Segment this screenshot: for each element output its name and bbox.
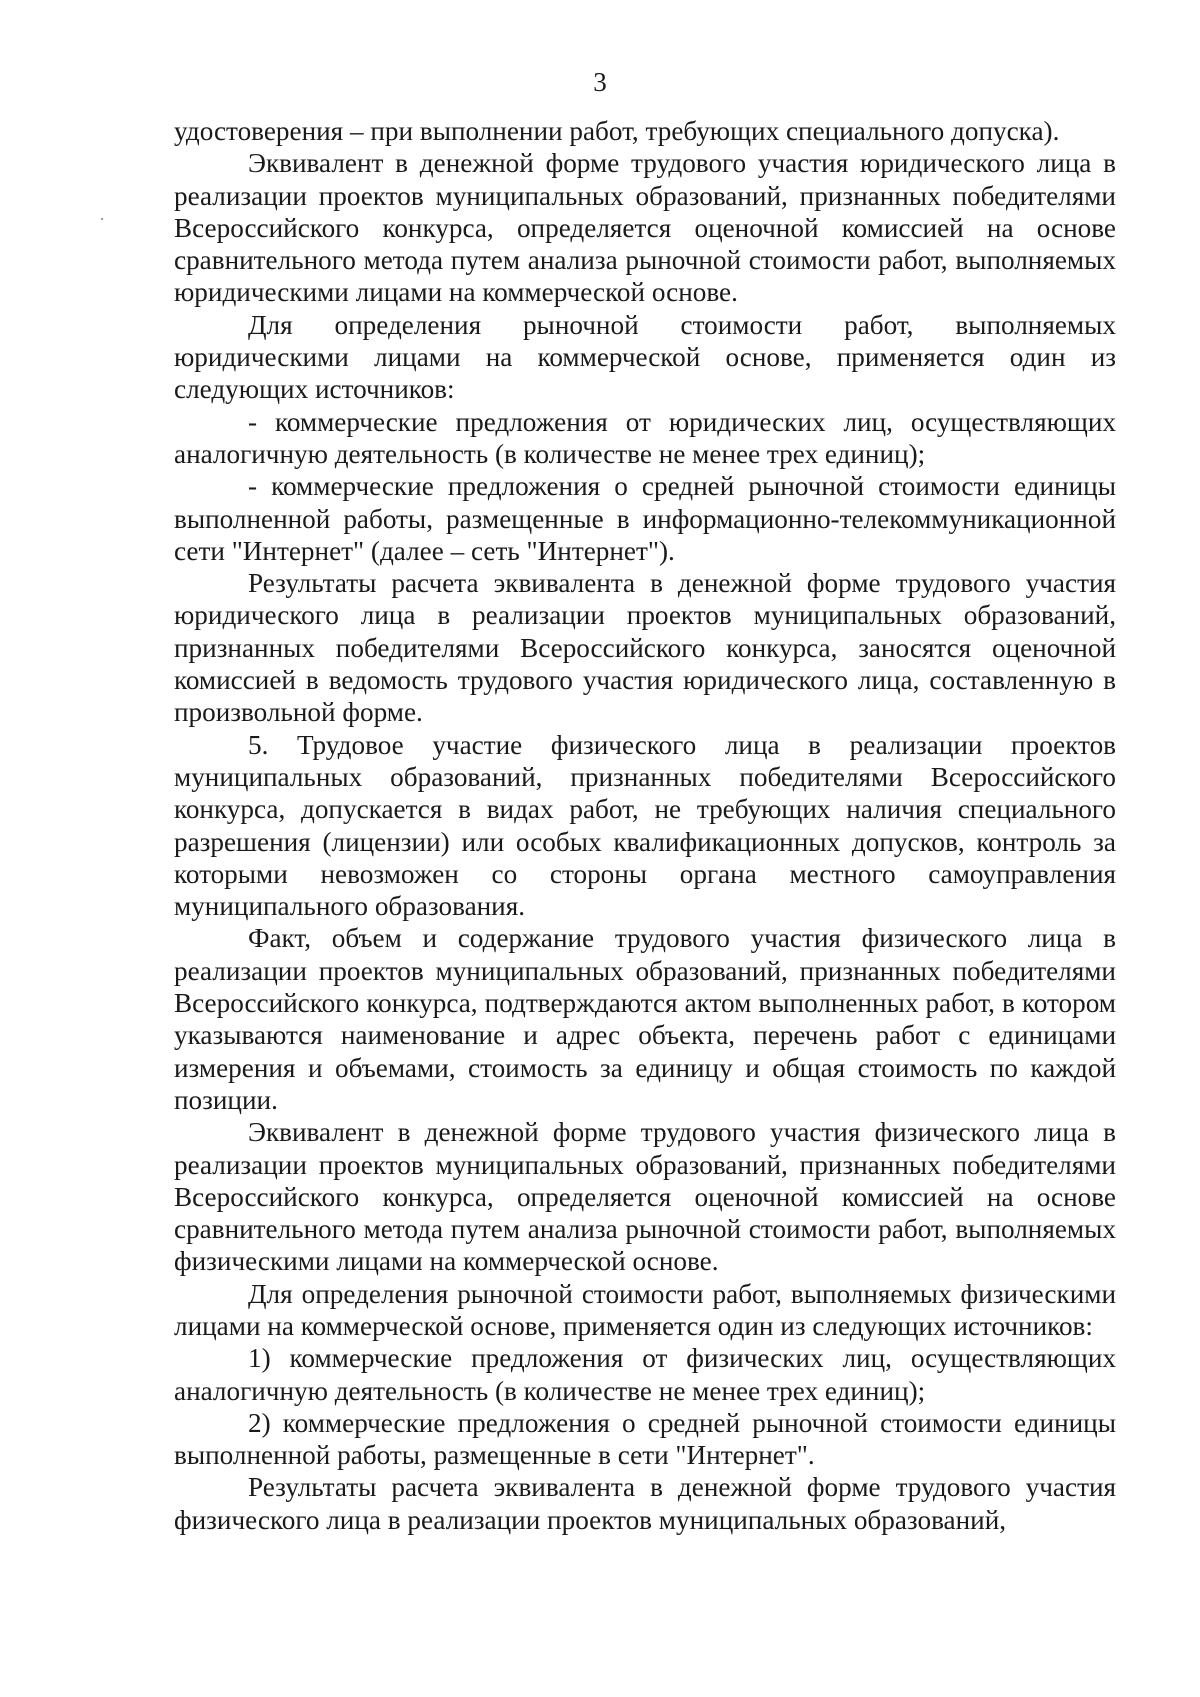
paragraph-individual-results: Результаты расчета эквивалента в денежной форме трудового участия физического лица в реализации проектов муниципальных образований, (174, 1472, 1116, 1535)
document-body (174, 115, 1116, 1536)
paragraph-individual-act: Факт, объем и содержание трудового участия физического лица в реализации проектов муниципальных образований, признанных победителями Всероссийского конкурса, подтверждаются актом выполненных работ, в котором указываются наименование и адрес объекта, перечень работ с единицами измерения и объемами, стоимость за единицу и общая стоимость по каждой позиции. (174, 923, 1116, 1115)
paragraph-continuation: удостоверения – при выполнении работ, требующих специального допуска). (174, 116, 1060, 146)
list-item-legal-entity-internet-offers: - коммерческие предложения о средней рыночной стоимости единицы выполненной работы, размещенные в информационно-телекоммуникационной сети "Интернет" (далее – сеть "Интернет"). (174, 471, 1116, 566)
list-item-individual-internet-offers: 2) коммерческие предложения о средней рыночной стоимости единицы выполненной работы, размещенные в сети "Интернет". (174, 1407, 1116, 1471)
list-item-legal-entity-offers: - коммерческие предложения от юридических лиц, осуществляющих аналогичную деятельность (в количестве не менее трех единиц); (174, 406, 1116, 469)
paragraph-legal-entity-results: Результаты расчета эквивалента в денежной форме трудового участия юридического лица в реализации проектов муниципальных образований, признанных победителями Всероссийского конкурса, заносятся оценочной комиссией в ведомость трудового участия юридического лица, составленную в произвольной форме. (174, 568, 1116, 728)
page-number: 3 (593, 67, 607, 97)
paragraph-individual-sources-intro: Для определения рыночной стоимости работ, выполняемых физическими лицами на коммерческой основе, применяется один из следующих источников: (174, 1278, 1116, 1341)
list-item-individual-offers: 1) коммерческие предложения от физических лиц, осуществляющих аналогичную деятельность (в количестве не менее трех единиц); (174, 1343, 1116, 1406)
paragraph-section-5: 5. Трудовое участие физического лица в реализации проектов муниципальных образований, признанных победителями Всероссийского конкурса, допускается в видах работ, не требующих наличия специального разрешения (лицензии) или особых квалификационных допусков, контроль за которыми невозможен со стороны органа местного самоуправления муниципального образования. (174, 729, 1116, 922)
paragraph-legal-entity-equivalent: Эквивалент в денежной форме трудового участия юридического лица в реализации проектов муниципальных образований, признанных победителями Всероссийского конкурса, определяется оценочной комиссией на основе сравнительного метода путем анализа рыночной стоимости работ, выполняемых юридическими лицами на коммерческой основе. (174, 148, 1116, 308)
scan-speck (101, 218, 103, 220)
paragraph-individual-equivalent: Эквивалент в денежной форме трудового участия физического лица в реализации проектов муниципальных образований, признанных победителями Всероссийского конкурса, определяется оценочной комиссией на основе сравнительного метода путем анализа рыночной стоимости работ, выполняемых физическими лицами на коммерческой основе. (174, 1117, 1116, 1277)
paragraph-legal-entity-sources-intro: Для определения рыночной стоимости работ, выполняемых юридическими лицами на коммерческой основе, применяется один из следующих источников: (174, 309, 1116, 405)
